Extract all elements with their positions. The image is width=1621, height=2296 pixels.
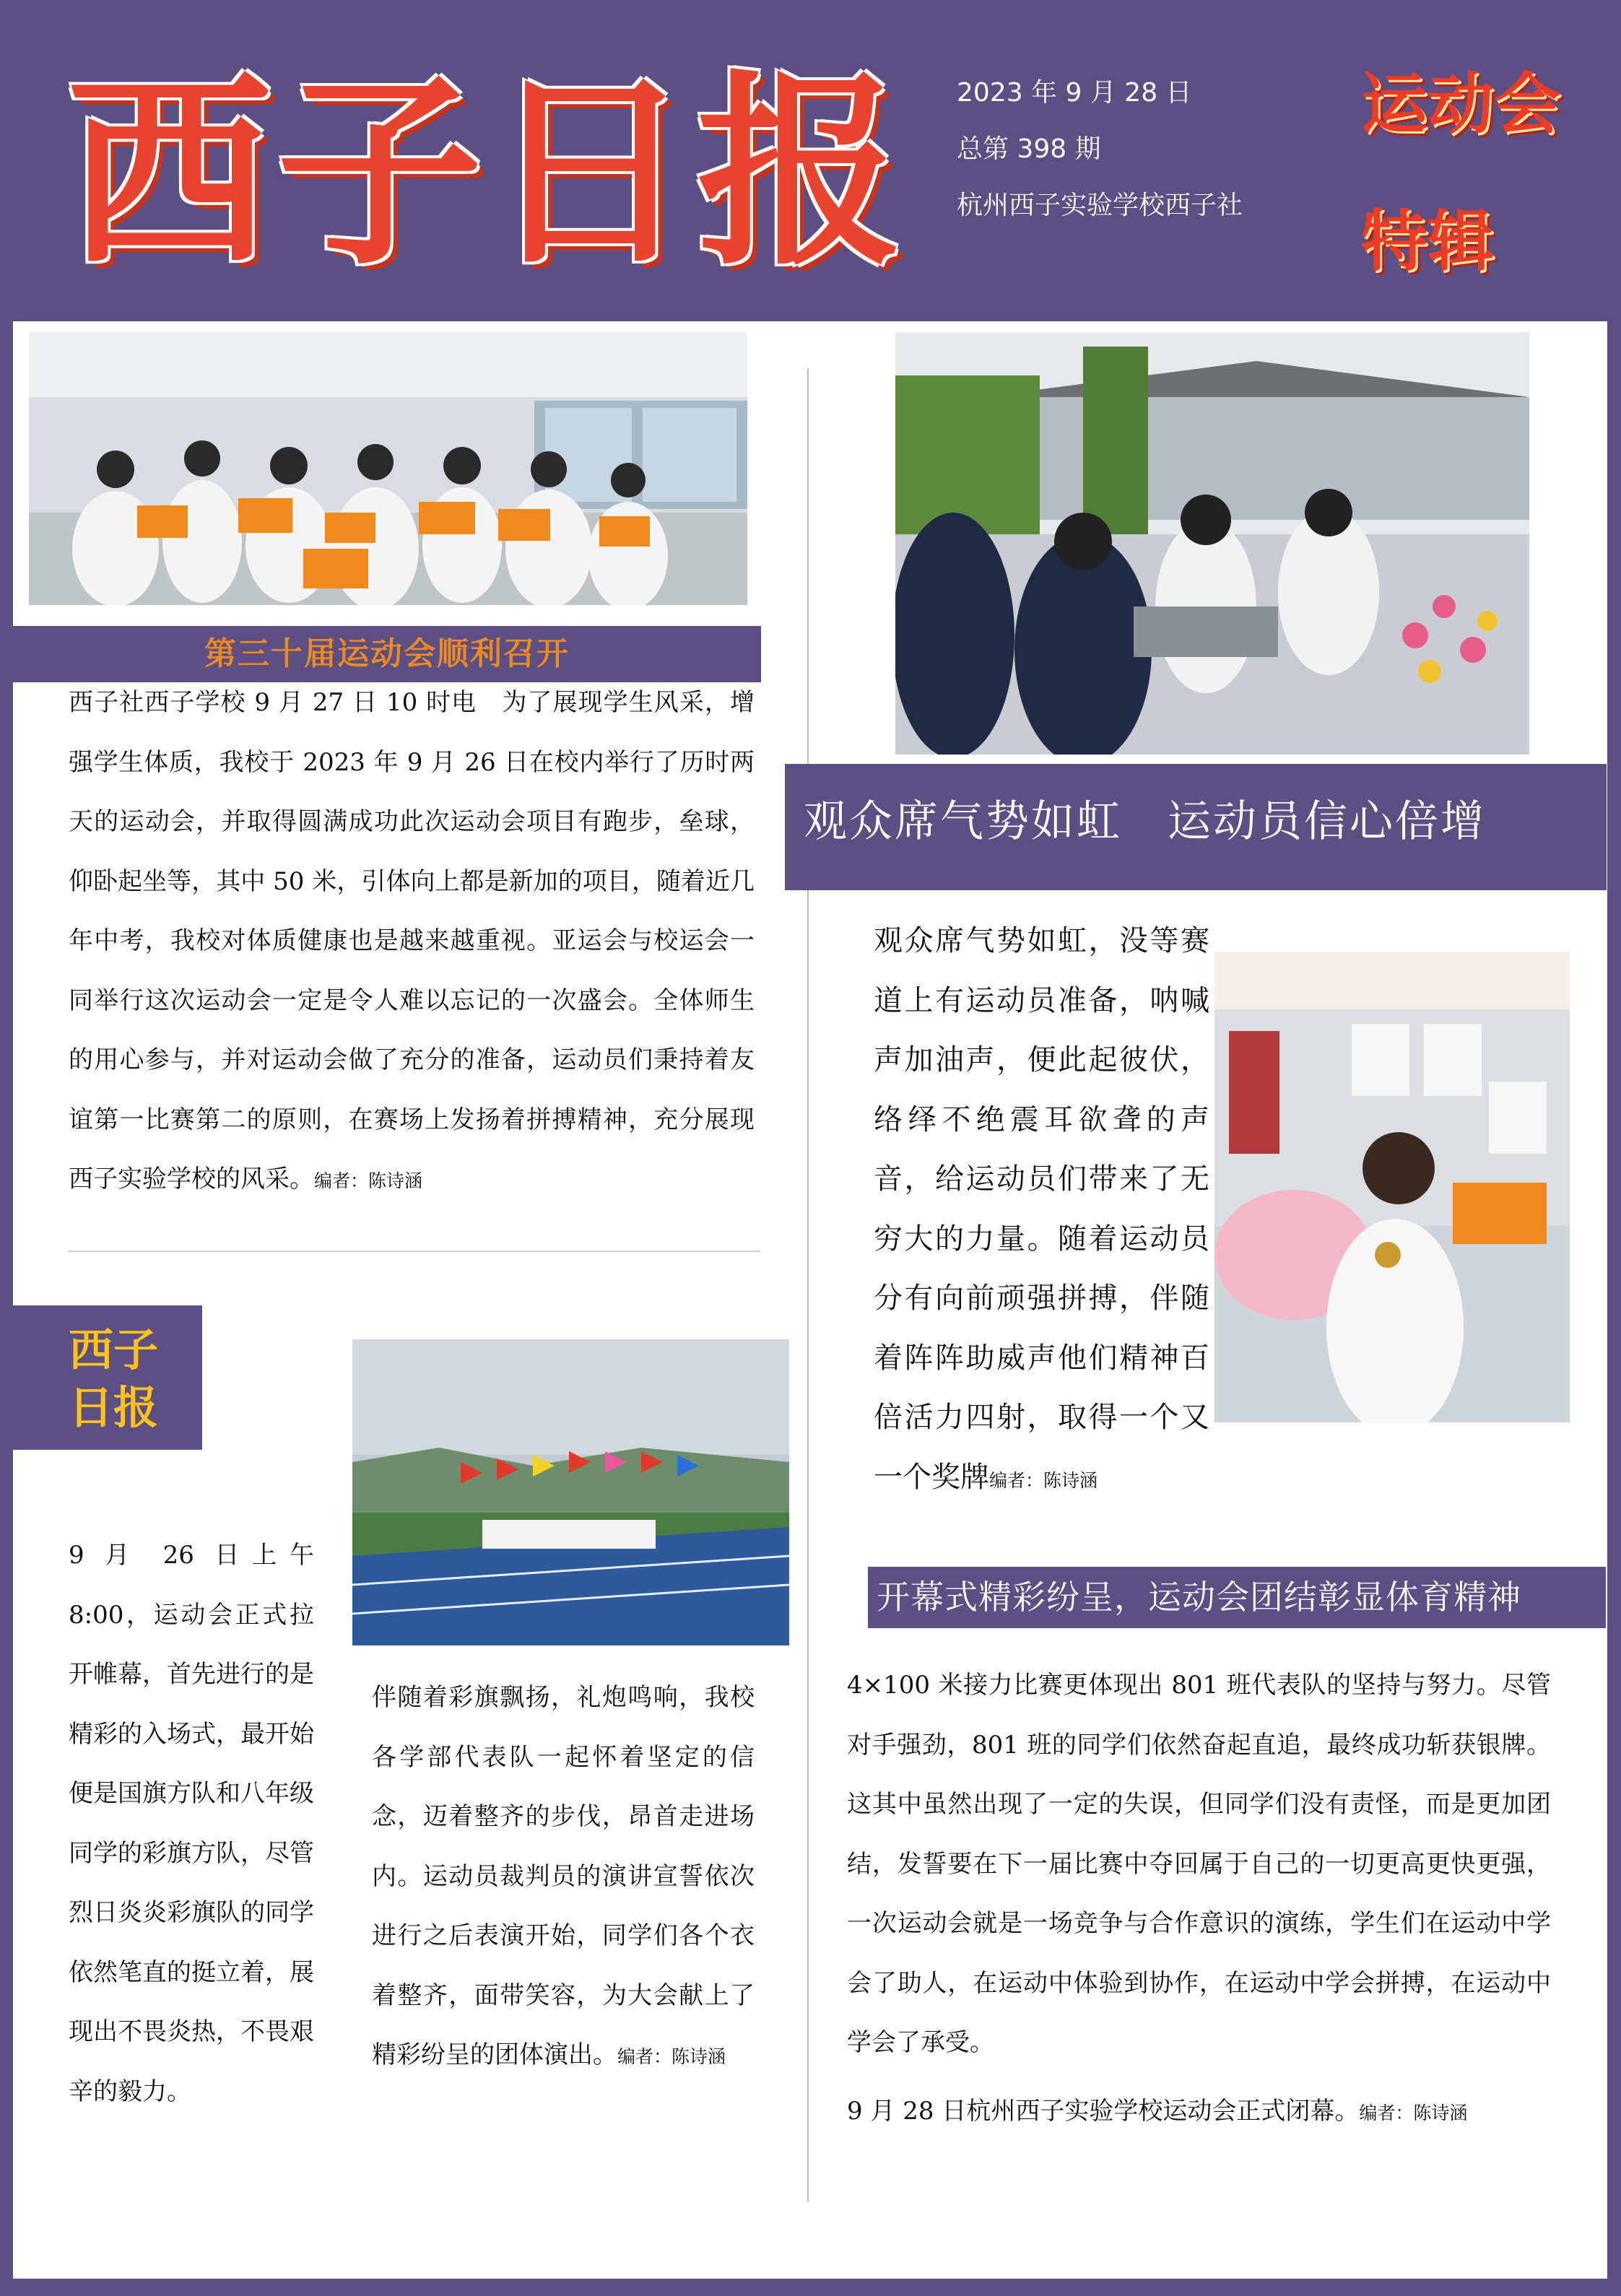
article2-heading: 观众席气势如虹 运动员信心倍增 [804,796,1486,847]
sidebar-logo [69,1321,158,1437]
special-line-2-reflection [1361,282,1560,325]
article3-col2-text: 伴随着彩旗飘扬，礼炮鸣响，我校各学部代表队一起怀着坚定的信念，迈着整齐的步伐，昂首走进场内。运动员裁判员的演讲宣誓依次进行之后表演开始，同学们各个衣着整齐，面带笑容，为大会献上了精彩纷呈的团体演出。 [372,1683,755,2069]
opening-parade-photo [352,1339,789,1645]
article3-col1: 9 月 26 日上午 8:00，运动会正式拉开帷幕，首先进行的是精彩的入场式，最开始便是国旗方队和八年级同学的彩旗方队，尽管烈日炎炎彩旗队的同学依然笔直的挺立着，展现出不畏炎热，不畏艰辛的毅力。 [69,1541,314,2106]
issue-date: 2023 年 9 月 28 日 [957,78,1192,108]
article1-rule [69,1251,760,1252]
special-edition-badge [1361,65,1560,325]
snack-stall-photo [895,332,1529,755]
article2-heading-bar [785,764,1607,890]
article4-closing [847,2082,1551,2144]
article4-body: 4×100 米接力比赛更体现出 801 班代表队的坚持与努力。尽管对手强劲，801 班的同学们依然奋起直追，最终成功斩获银牌。这其中虽然出现了一定的失误，但同学们没有责怪，而是更加团结，发誓要在下一届比赛中夺回属于自己的一切更高更快更强，一次运动会就是一场竞争与合作意识的演练，学生们在运动中学会了助人，在运动中体验到协作，在运动中学会拼搏，在运动中学会了承受。 [847,1671,1551,2057]
issue-number: 总第 398 期 [957,134,1101,164]
classroom-photo [29,332,747,605]
article4-heading-bar [868,1567,1606,1628]
article4-heading: 开幕式精彩纷呈，运动会团结彰显体育精神 [877,1578,1521,1617]
article4-editor: 编者：陈诗涵 [1359,2103,1468,2123]
article3-editor: 编者：陈诗涵 [617,2046,726,2067]
special-line-1-reflection [1361,144,1560,188]
sidebar-logo-line-1: 西子 [69,1323,159,1376]
article2-editor: 编者：陈诗涵 [989,1469,1098,1491]
column-divider [807,368,809,2202]
article3-col2 [372,1668,755,2087]
article2-text: 观众席气势如虹，没等赛道上有运动员准备，呐喊声加油声，便此起彼伏，络绎不绝震耳欲聋的声音，给运动员们带来了无穷大的力量。随着运动员分有向前顽强拼搏，伴随着阵阵助威声他们精神百倍活力四射，取得一个又一个奖牌 [874,924,1209,1494]
article4-closing-text: 9 月 28 日杭州西子实验学校运动会正式闭幕。 [847,2097,1360,2126]
article2-body [874,911,1209,1510]
article1-heading: 第三十届运动会顺利召开 [204,635,570,672]
article1-body [69,673,755,1212]
special-line-2: 特辑 [1361,203,1495,280]
special-line-1: 运动会 [1361,66,1561,143]
sidebar-logo-line-2: 日报 [69,1381,159,1434]
masthead-title: 西子日报 [66,53,907,293]
article1-editor: 编者：陈诗涵 [314,1170,423,1191]
medal-winner-photo [1214,952,1570,1422]
publisher: 杭州西子实验学校西子社 [957,191,1243,220]
article1-text: 西子社西子学校 9 月 27 日 10 时电 为了展现学生风采，增强学生体质，我校于 2023 年 9 月 26 日在校内举行了历时两天的运动会，并取得圆满成功此次运动会项目有跑步，垒球，仰卧起坐等，其中 50 米，引体向上都是新加的项目，随着近几年中考，我校对体质健康也是越来越重视。亚运会与校运会一同举行这次运动会一定是令人难以忘记的一次盛会。全体师生的用心参与，并对运动会做了充分的准备，运动员们秉持着友谊第一比赛第二的原则，在赛场上发扬着拼搏精神，充分展现西子实验学校的风采。 [69,688,755,1193]
